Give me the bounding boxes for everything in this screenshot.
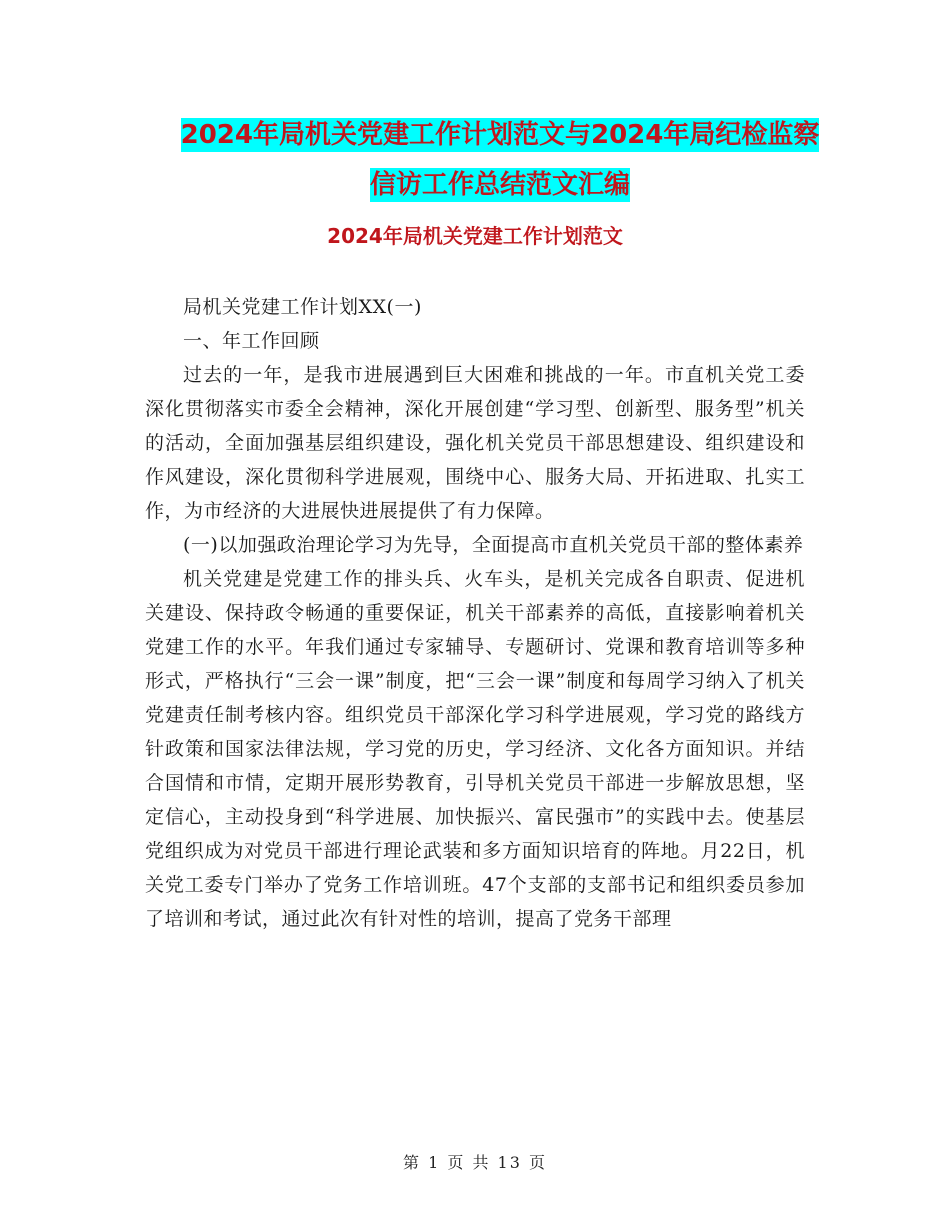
paragraph-review: 过去的一年，是我市进展遇到巨大困难和挑战的一年。市直机关党工委深化贯彻落实市委全会精神，深化开展创建“学习型、创新型、服务型”机关的活动，全面加强基层组织建设，强化机关党员干部思想建设、组织建设和作风建设，深化贯彻科学进展观，围绕中心、服务大局、开拓进取、扎实工作，为市经济的大进展快进展提供了有力保障。 <box>145 364 805 522</box>
paragraph-party-building: 机关党建是党建工作的排头兵、火车头，是机关完成各自职责、促进机关建设、保持政令畅通的重要保证，机关干部素养的高低，直接影响着机关党建工作的水平。年我们通过专家辅导、专题研讨、党课和教育培训等多种形式，严格执行“三会一课”制度，把“三会一课”制度和每周学习纳入了机关党建责任制考核内容。组织党员干部深化学习科学进展观，学习党的路线方针政策和国家法律法规，学习党的历史，学习经济、文化各方面知识。并结合国情和市情，定期开展形势教育，引导机关党员干部进一步解放思想，坚定信心，主动投身到“科学进展、加快振兴、富民强市”的实践中去。使基层党组织成为对党员干部进行理论武装和多方面知识培育的阵地。月22日，机关党工委专门举办了党务工作培训班。47个支部的支部书记和组织委员参加了培训和考试，通过此次有针对性的培训，提高了党务干部理 <box>145 568 805 930</box>
section-title: 2024年局机关党建工作计划范文 <box>327 224 623 248</box>
paragraph-heading-2: 一、年工作回顾 <box>183 330 320 352</box>
document-title-line-1: 2024年局机关党建工作计划范文与2024年局纪检监察 <box>180 120 820 150</box>
paragraph-subheading: (一)以加强政治理论学习为先导，全面提高市直机关党员干部的整体素养 <box>183 534 804 556</box>
page-number-footer: 第 1 页 共 13 页 <box>403 1153 547 1172</box>
document-body <box>145 290 805 936</box>
paragraph-heading-1: 局机关党建工作计划XX(一) <box>183 296 422 318</box>
document-title <box>140 110 860 210</box>
document-title-line-2: 信访工作总结范文汇编 <box>369 170 630 200</box>
